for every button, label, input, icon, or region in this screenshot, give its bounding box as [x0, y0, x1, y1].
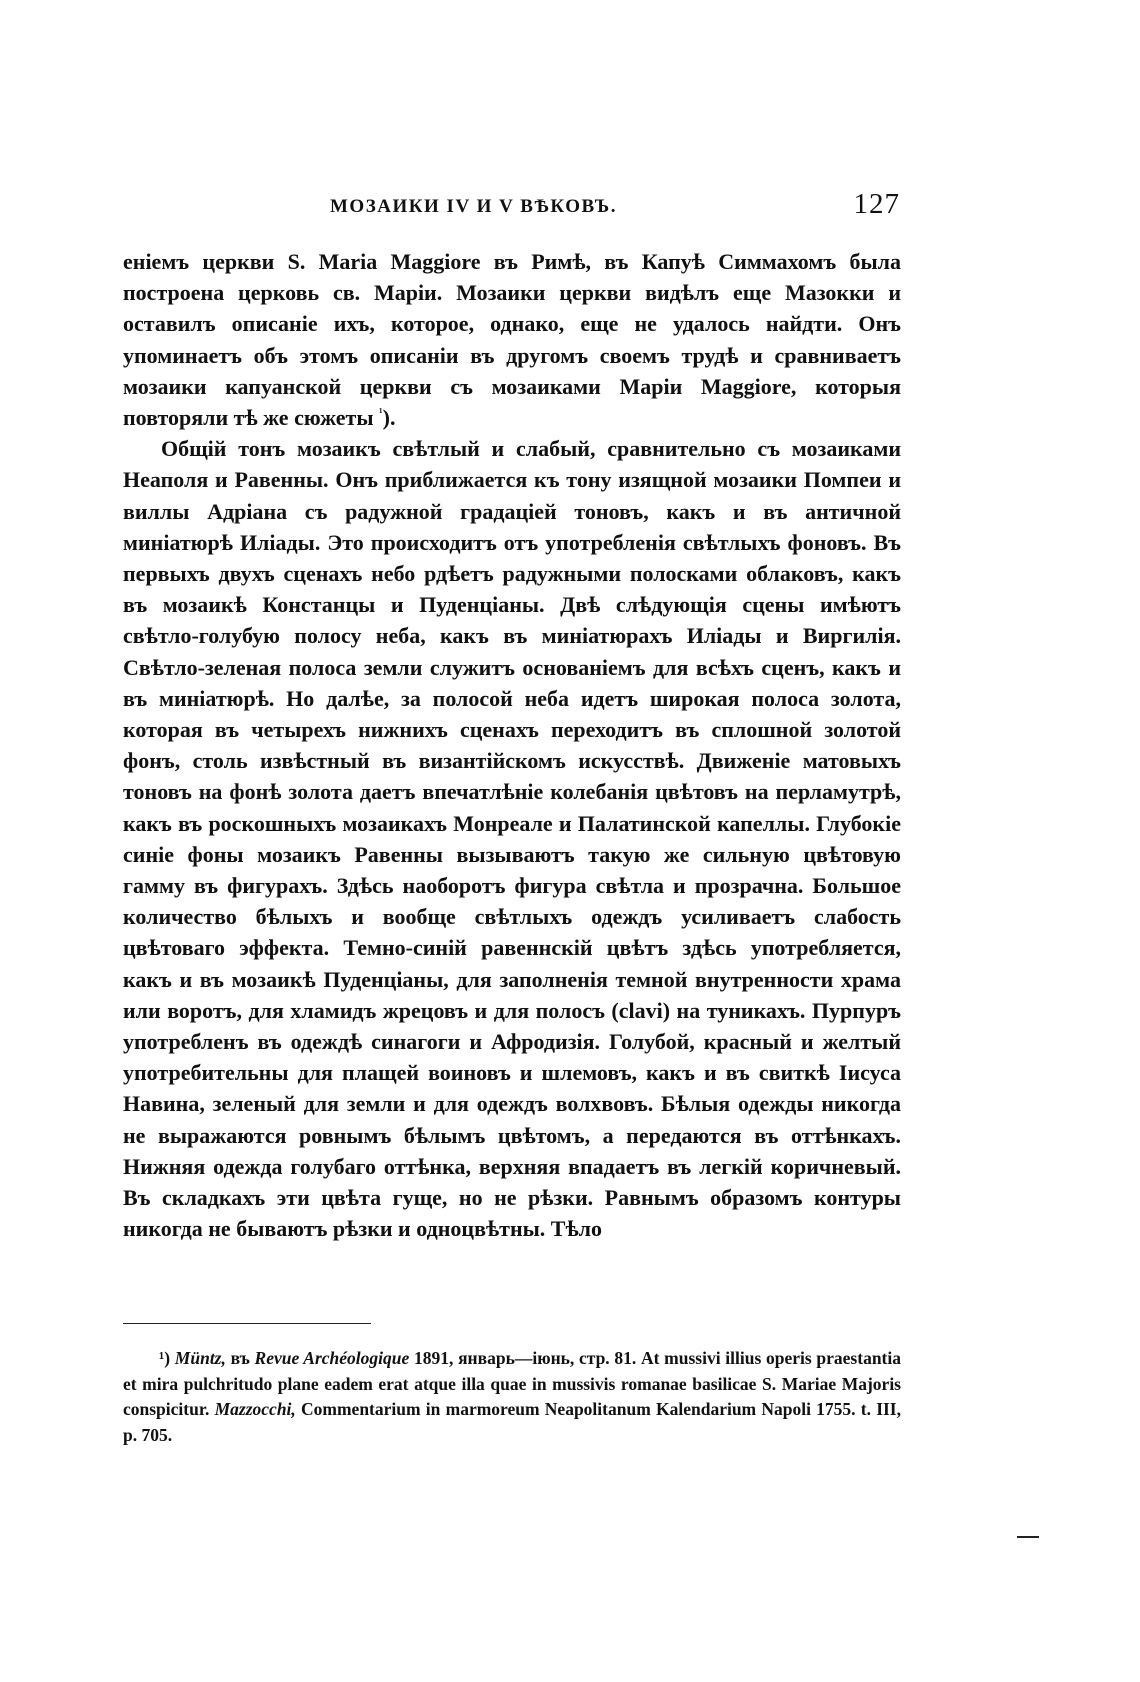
main-text — [123, 246, 901, 1245]
footnote-mark: ¹) — [159, 1348, 171, 1368]
footnote — [123, 1346, 901, 1448]
footnotes — [123, 1346, 901, 1448]
footnote-text: Commentarium in marmoreum Neapolitanum Kalendarium Napoli 1755. t. III, p. 705. — [123, 1399, 901, 1445]
running-title: МОЗАИКИ IV И V ВѢКОВЪ. — [330, 196, 617, 217]
footnote-author: Mazzocchi, — [214, 1399, 296, 1419]
paragraph: Общій тонъ мозаикъ свѣтлый и слабый, сравнительно съ мозаиками Неаполя и Равенны. Онъ приближается къ тону изящной мозаики Помпеи и виллы Адріана съ радужной градаціей тоновъ, какъ и въ античной миніатюрѣ Иліады. Это происходитъ отъ употребленія свѣтлыхъ фоновъ. Въ первыхъ двухъ сценахъ небо рдѣетъ радужными полосками облаковъ, какъ въ мозаикѣ Констанцы и Пуденціаны. Двѣ слѣдующія сцены имѣютъ свѣтло-голубую полосу неба, какъ въ миніатюрахъ Иліады и Виргилія. Свѣтло-зеленая полоса земли служитъ основаніемъ для всѣхъ сценъ, какъ и въ миніатюрѣ. Но далѣе, за полосой неба идетъ широкая полоса золота, которая въ четырехъ нижнихъ сценахъ переходитъ въ сплошной золотой фонъ, столь извѣстный въ византійскомъ искусствѣ. Движеніе матовыхъ тоновъ на фонѣ золота даетъ впечатлѣніе колебанія цвѣтовъ на перламутрѣ, какъ въ роскошныхъ мозаикахъ Монреале и Палатинской капеллы. Глубокіе синіе фоны мозаикъ Равенны вызываютъ такую же сильную цвѣтовую гамму въ фигурахъ. Здѣсь наоборотъ фигура свѣтла и прозрачна. Большое количество бѣлыхъ и вообще свѣтлыхъ одеждъ усиливаетъ слабость цвѣтоваго эффекта. Темно-синій равеннскій цвѣтъ здѣсь употребляется, какъ и въ мозаикѣ Пуденціаны, для заполненія темной внутренности храма или воротъ, для хламидъ жрецовъ и для полосъ (clavi) на туникахъ. Пурпуръ употребленъ въ одеждѣ синагоги и Афродизія. Голубой, красный и желтый употребительны для плащей воиновъ и шлемовъ, какъ и въ свиткѣ Іисуса Навина, зеленый для земли и для одеждъ волхвовъ. Бѣлыя одежды никогда не выражаются ровнымъ бѣлымъ цвѣтомъ, а передаются въ оттѣнкахъ. Нижняя одежда голубаго оттѣнка, верхняя впадаетъ въ легкій коричневый. Въ складкахъ эти цвѣта гуще, но не рѣзки. Равнымъ образомъ контуры никогда не бываютъ рѣзки и одноцвѣтны. Тѣло — [123, 436, 901, 1242]
paragraph-text: еніемъ церкви S. Maria Maggiore въ Римѣ, въ Капуѣ Симмахомъ была построена церковь св. Маріи. Мозаики церкви видѣлъ еще Мазокки и оставилъ описаніе ихъ, которое, однако, еще не удалось найдти. Онъ упоминаетъ объ этомъ описаніи въ другомъ своемъ трудѣ и сравниваетъ мозаики капуанской церкви съ мозаиками Маріи Maggiore, которыя повторяли тѣ же сюжеты — [123, 249, 901, 431]
footnote-text: 1891, январь—іюнь, стр. 81. At mussivi illius operis praestantia et mira pulchritudo plane eadem erat atque illa quae in mussivis romanae basilicae S. Mariae Majoris conspicitur. — [123, 1348, 901, 1419]
footnote-author: Müntz, — [174, 1348, 226, 1368]
paragraph-continued — [123, 246, 901, 433]
footnote-journal: Revue Archéologique — [254, 1348, 410, 1368]
footnote-reference: ¹ — [379, 405, 383, 420]
footnote-divider — [123, 1323, 371, 1324]
margin-dash — [1017, 1536, 1039, 1538]
page-number: 127 — [853, 188, 900, 220]
paragraph-end: ). — [382, 405, 396, 431]
running-head — [120, 188, 900, 228]
footnote-text: въ — [225, 1348, 255, 1368]
